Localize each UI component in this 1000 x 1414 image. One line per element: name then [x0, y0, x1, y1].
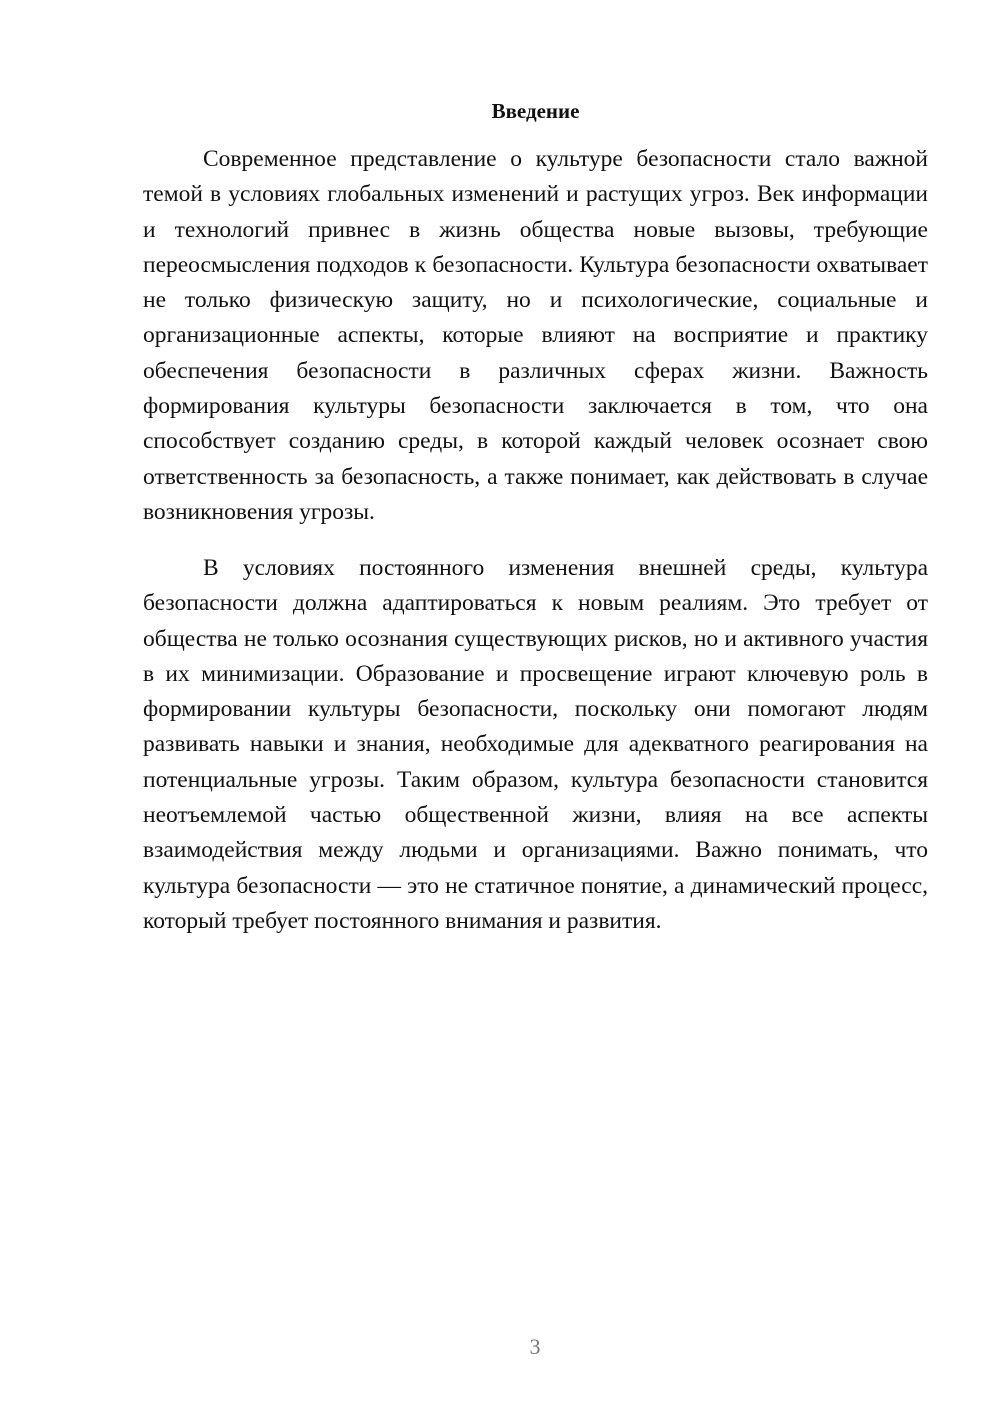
page-number: 3 [529, 1334, 541, 1359]
section-heading: Введение [491, 99, 580, 123]
paragraph-1: Современное представление о культуре безопасности стало важной темой в условиях глобальных изменений и растущих угроз. Век информации и технологий привнес в жизнь общества новые вызовы, требующие переосмысления подходов к безопасности. Культура безопасности охватывает не только физическую защиту, но и психологические, социальные и организационные аспекты, которые влияют на восприятие и практику обеспечения безопасности в различных сферах жизни. Важность формирования культуры безопасности заключается в том, что она способствует созданию среды, в которой каждый человек осознает свою ответственность за безопасность, а также понимает, как действовать в случае возникновения угрозы. [143, 146, 928, 525]
paragraph-2: В условиях постоянного изменения внешней среды, культура безопасности должна адаптироваться к новым реалиям. Это требует от общества не только осознания существующих рисков, но и активного участия в их минимизации. Образование и просвещение играют ключевую роль в формировании культуры безопасности, поскольку они помогают людям развивать навыки и знания, необходимые для адекватного реагирования на потенциальные угрозы. Таким образом, культура безопасности становится неотъемлемой частью общественной жизни, влияя на все аспекты взаимодействия между людьми и организациями. Важно понимать, что культура безопасности — это не статичное понятие, а динамический процесс, который требует постоянного внимания и развития. [143, 555, 928, 934]
